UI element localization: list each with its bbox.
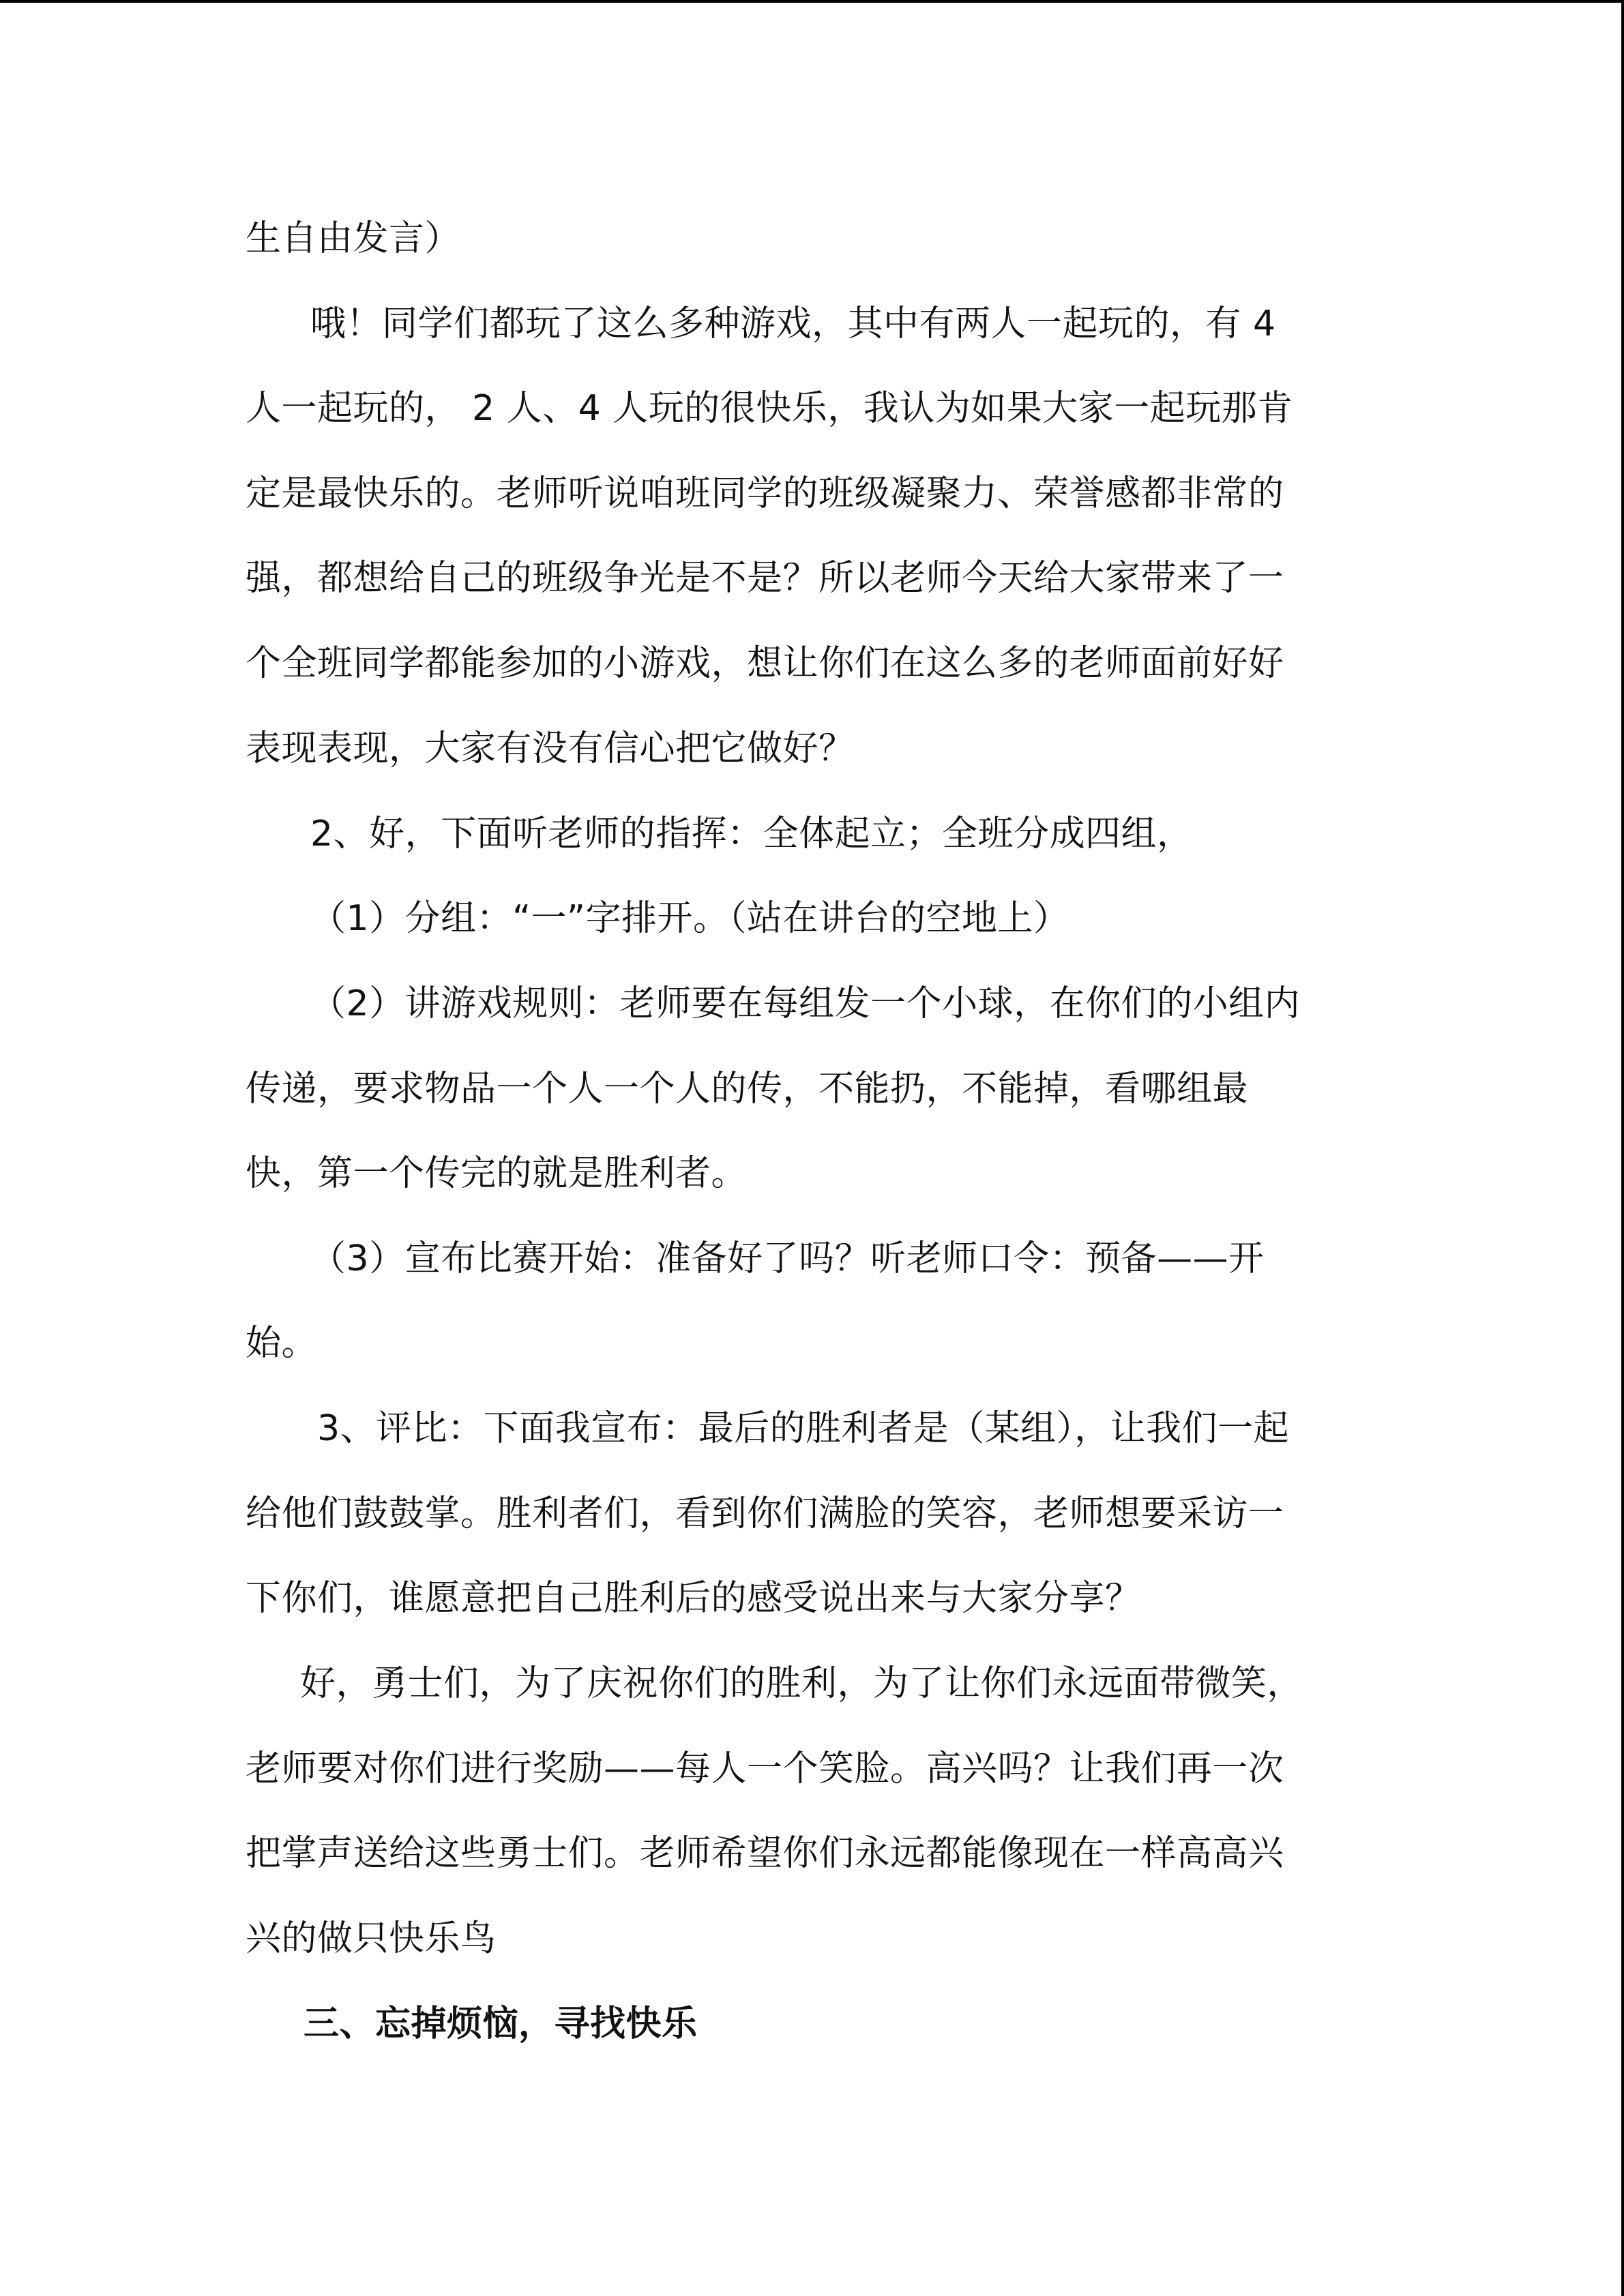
text-line-21: 兴的做只快乐鸟 — [246, 1918, 497, 1959]
text-line-2: 哦！同学们都玩了这么多种游戏，其中有两人一起玩的，有 4 — [310, 303, 1276, 344]
text-line-14: 始。 — [246, 1323, 318, 1364]
text-line-11: 传递，要求物品一个人一个人的传，不能扔，不能掉，看哪组最 — [246, 1069, 1249, 1109]
text-line-1: 生自由发言） — [246, 218, 461, 259]
text-line-16: 给他们鼓鼓掌。胜利者们，看到你们满脸的笑容，老师想要采访一 — [246, 1493, 1284, 1534]
text-line-3: 人一起玩的， 2 人、4 人玩的很快乐，我认为如果大家一起玩那肯 — [246, 388, 1293, 429]
text-line-15: 3、评比：下面我宣布：最后的胜利者是（某组），让我们一起 — [317, 1408, 1290, 1449]
text-line-6: 个全班同学都能参加的小游戏，想让你们在这么多的老师面前好好 — [246, 643, 1284, 684]
text-line-7: 表现表现，大家有没有信心把它做好？ — [246, 728, 855, 769]
text-line-13: （3）宣布比赛开始：准备好了吗？听老师口令：预备——开 — [310, 1238, 1265, 1279]
text-line-18: 好，勇士们，为了庆祝你们的胜利，为了让你们永远面带微笑， — [300, 1663, 1303, 1704]
text-line-9: （1）分组：“一”字排开。（站在讲台的空地上） — [310, 898, 1069, 939]
text-line-8: 2、好，下面听老师的指挥：全体起立；全班分成四组， — [310, 814, 1193, 854]
text-line-12: 快，第一个传完的就是胜利者。 — [246, 1153, 748, 1194]
section-heading: 三、忘掉烦恼，寻找快乐 — [304, 2003, 698, 2044]
text-line-17: 下你们，谁愿意把自己胜利后的感受说出来与大家分享？ — [246, 1578, 1141, 1619]
page-top-border — [0, 0, 1624, 3]
text-line-4: 定是最快乐的。老师听说咱班同学的班级凝聚力、荣誉感都非常的 — [246, 473, 1284, 514]
text-line-19: 老师要对你们进行奖励——每人一个笑脸。高兴吗？让我们再一次 — [246, 1748, 1284, 1789]
text-line-5: 强，都想给自己的班级争光是不是？所以老师今天给大家带来了一 — [246, 558, 1284, 599]
text-line-10: （2）讲游戏规则：老师要在每组发一个小球，在你们的小组内 — [310, 983, 1301, 1024]
page-right-border — [1621, 0, 1624, 2296]
text-line-20: 把掌声送给这些勇士们。老师希望你们永远都能像现在一样高高兴 — [246, 1833, 1284, 1874]
